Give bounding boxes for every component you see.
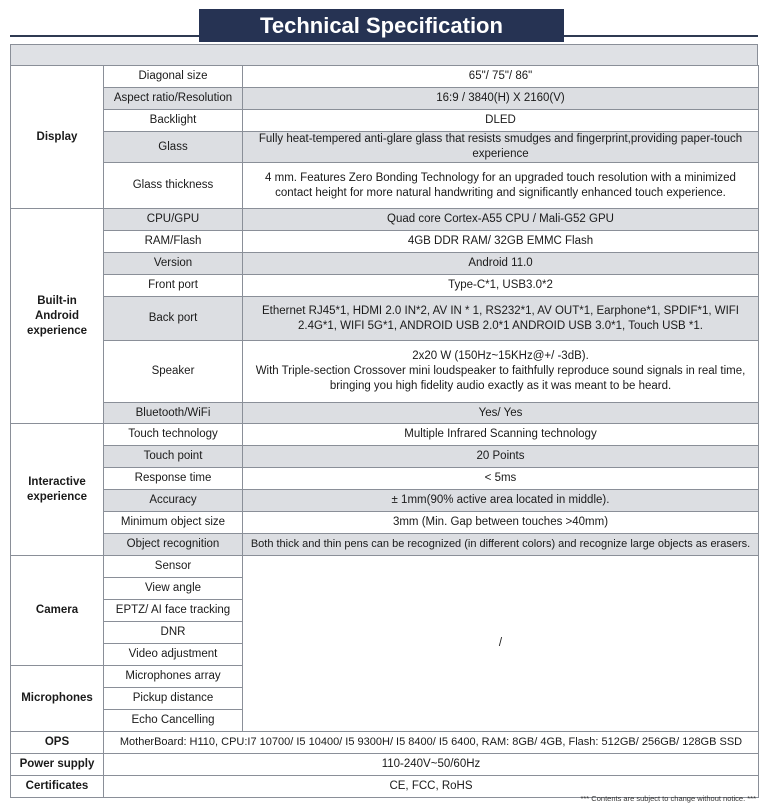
spec-label: Touch technology <box>104 424 243 446</box>
spec-label: Glass <box>104 132 243 163</box>
page-title: Technical Specification <box>199 9 564 42</box>
spec-value: < 5ms <box>243 468 759 490</box>
spec-label: Pickup distance <box>104 688 243 710</box>
category-power: Power supply <box>11 754 104 776</box>
spec-value: Quad core Cortex-A55 CPU / Mali-G52 GPU <box>243 209 759 231</box>
table-row <box>11 110 759 132</box>
spec-label: View angle <box>104 578 243 600</box>
table-row <box>11 754 759 776</box>
table-row <box>11 490 759 512</box>
table-row <box>11 66 759 88</box>
spec-value: 4 mm. Features Zero Bonding Technology for an upgraded touch resolution with a minimized contact height for more natural handwriting and significantly enhanced touch experience. <box>243 163 759 209</box>
spec-value: Yes/ Yes <box>243 403 759 424</box>
category-microphones: Microphones <box>11 666 104 732</box>
category-ops: OPS <box>11 732 104 754</box>
camera-mic-value: / <box>243 556 759 732</box>
spec-label: Accuracy <box>104 490 243 512</box>
speaker-line-1: 2x20 W (150Hz~15KHz@+/ -3dB). <box>412 350 589 362</box>
category-display: Display <box>11 66 104 209</box>
spec-label: Touch point <box>104 446 243 468</box>
spec-label: Aspect ratio/Resolution <box>104 88 243 110</box>
spec-value: MotherBoard: H110, CPU:I7 10700/ I5 10400/ I5 9300H/ I5 8400/ I5 6400, RAM: 8GB/ 4GB, Flash: 512GB/ 256GB/ 128GB SSD <box>104 732 759 754</box>
spec-label: Glass thickness <box>104 163 243 209</box>
table-row <box>11 468 759 490</box>
table-row <box>11 275 759 297</box>
spec-value: Fully heat-tempered anti-glare glass that resists smudges and fingerprint,providing paper-touch experience <box>243 132 759 163</box>
spec-table <box>10 65 759 798</box>
table-row <box>11 446 759 468</box>
spec-label: Version <box>104 253 243 275</box>
table-row <box>11 556 759 578</box>
spec-label: EPTZ/ AI face tracking <box>104 600 243 622</box>
table-row <box>11 253 759 275</box>
category-android: Built-in Android experience <box>11 209 104 424</box>
spec-label: Speaker <box>104 341 243 403</box>
spec-value: Android 11.0 <box>243 253 759 275</box>
spec-value: CE, FCC, RoHS <box>104 776 759 798</box>
spec-value: 65"/ 75"/ 86" <box>243 66 759 88</box>
table-row <box>11 163 759 209</box>
category-interactive: Interactive experience <box>11 424 104 556</box>
spec-value: 20 Points <box>243 446 759 468</box>
spec-value: Multiple Infrared Scanning technology <box>243 424 759 446</box>
spec-label: DNR <box>104 622 243 644</box>
spec-label: Front port <box>104 275 243 297</box>
table-row <box>11 297 759 341</box>
spec-value: Type-C*1, USB3.0*2 <box>243 275 759 297</box>
table-row <box>11 512 759 534</box>
table-row <box>11 341 759 403</box>
spec-label: Backlight <box>104 110 243 132</box>
spec-value <box>243 341 759 403</box>
footnote: *** Contents are subject to change without notice. *** <box>580 794 756 803</box>
spec-label: Back port <box>104 297 243 341</box>
spec-value: Both thick and thin pens can be recognized (in different colors) and recognize large objects as erasers. <box>243 534 759 556</box>
category-certificates: Certificates <box>11 776 104 798</box>
category-camera: Camera <box>11 556 104 666</box>
speaker-line-2: With Triple-section Crossover mini loudspeaker to faithfully reproduce sound signals in real time, bringing you high fidelity audio exactly as it was meant to be heard. <box>255 365 746 392</box>
spec-value: 3mm (Min. Gap between touches >40mm) <box>243 512 759 534</box>
spec-label: CPU/GPU <box>104 209 243 231</box>
spec-value: 16:9 / 3840(H) X 2160(V) <box>243 88 759 110</box>
table-row <box>11 403 759 424</box>
header-band <box>10 44 758 66</box>
table-row <box>11 132 759 163</box>
spec-label: RAM/Flash <box>104 231 243 253</box>
spec-value: DLED <box>243 110 759 132</box>
spec-label: Diagonal size <box>104 66 243 88</box>
spec-value: 4GB DDR RAM/ 32GB EMMC Flash <box>243 231 759 253</box>
table-row <box>11 732 759 754</box>
spec-label: Response time <box>104 468 243 490</box>
spec-label: Bluetooth/WiFi <box>104 403 243 424</box>
spec-label: Sensor <box>104 556 243 578</box>
table-row <box>11 209 759 231</box>
table-row <box>11 424 759 446</box>
spec-label: Echo Cancelling <box>104 710 243 732</box>
spec-label: Microphones array <box>104 666 243 688</box>
spec-value: 110-240V~50/60Hz <box>104 754 759 776</box>
spec-label: Video adjustment <box>104 644 243 666</box>
table-row <box>11 88 759 110</box>
spec-label: Object recognition <box>104 534 243 556</box>
table-row <box>11 231 759 253</box>
spec-value: ± 1mm(90% active area located in middle). <box>243 490 759 512</box>
table-row <box>11 534 759 556</box>
spec-value: Ethernet RJ45*1, HDMI 2.0 IN*2, AV IN * 1, RS232*1, AV OUT*1, Earphone*1, SPDIF*1, WIFI 2.4G*1, WIFI 5G*1, ANDROID USB 2.0*1 ANDROID USB 3.0*1, Touch USB *1. <box>243 297 759 341</box>
spec-label: Minimum object size <box>104 512 243 534</box>
